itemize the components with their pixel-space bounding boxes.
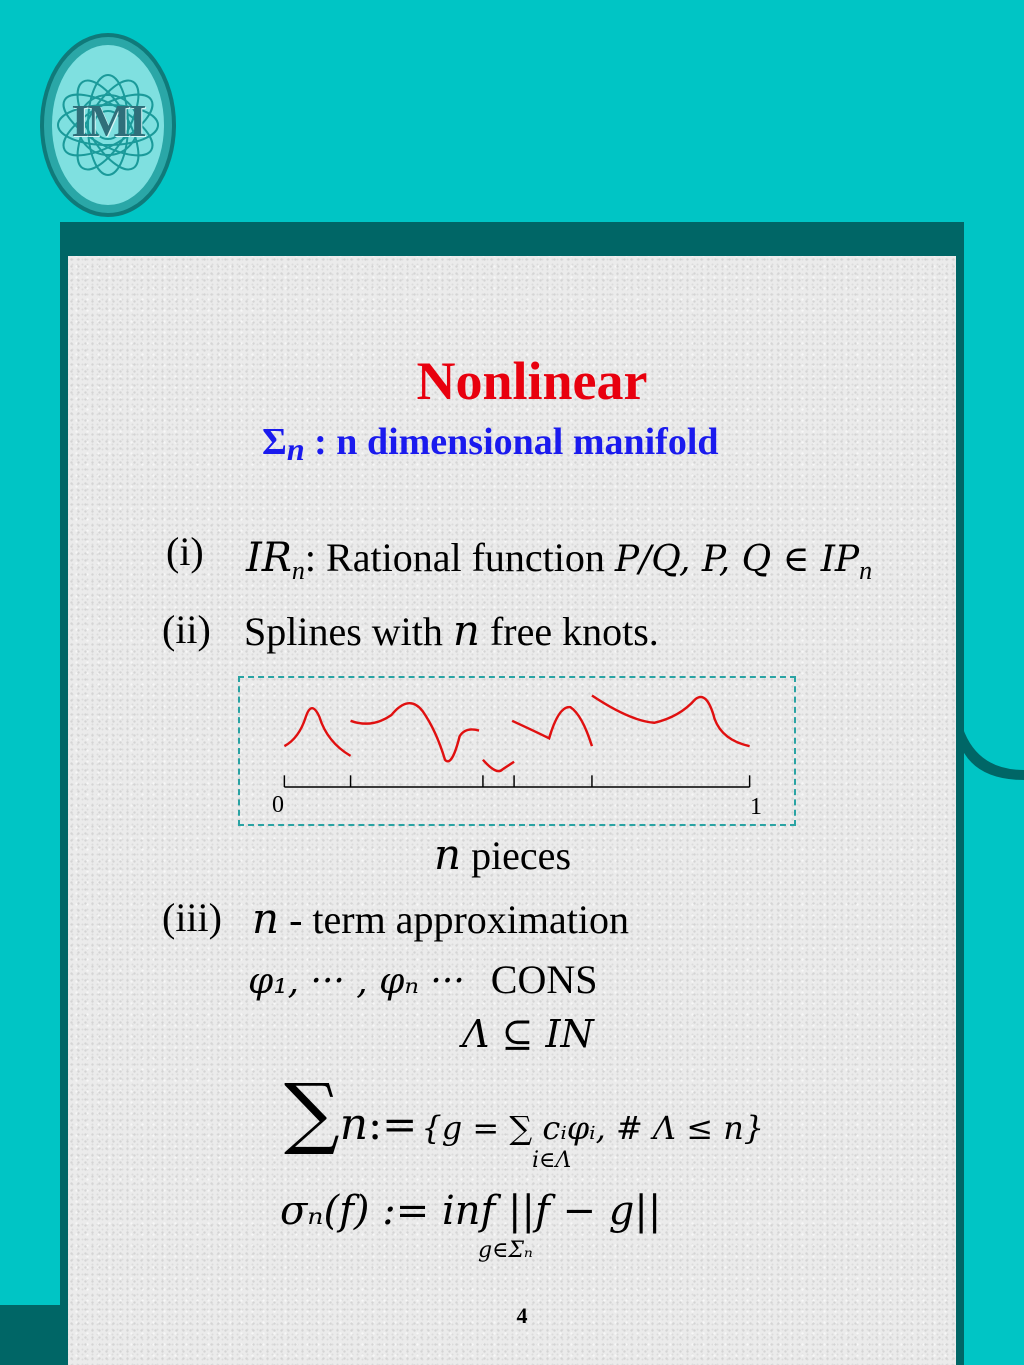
item-i-text: : Rational function <box>304 535 605 580</box>
sigma-n-assign: := <box>368 1100 418 1149</box>
item-ii-var: n <box>452 606 480 655</box>
item-iii-var: n <box>252 894 280 943</box>
item-iii-marker: (iii) <box>162 895 222 940</box>
sigma-n-symbol: ∑ <box>284 1068 340 1158</box>
sigma-n-definition <box>284 1068 764 1158</box>
axis-label-one: 1 <box>750 794 762 820</box>
item-iii-line <box>252 894 629 943</box>
logo-text: IMI <box>71 95 145 146</box>
lambda-subset: Λ ⊆ IN <box>462 1012 594 1056</box>
item-i-marker: (i) <box>166 529 204 574</box>
sigma-f-definition: σₙ(f) := inf ||f − g|| <box>280 1188 662 1234</box>
inf-index-range: g∈Σₙ <box>478 1238 533 1263</box>
cons-formula: φ₁, ··· , φₙ ··· <box>248 961 465 1002</box>
item-i-line <box>246 534 873 585</box>
item-ii-marker: (ii) <box>162 607 211 652</box>
spline-piece-4 <box>512 707 592 746</box>
spline-piece-1 <box>284 708 350 756</box>
sigma-n-subscript: n <box>339 1099 369 1150</box>
sum-index-range: i∈Λ <box>532 1148 572 1173</box>
item-ii-line <box>244 606 659 655</box>
spline-piece-2 <box>351 703 479 761</box>
item-ii-text-after: free knots. <box>489 609 659 654</box>
caption-text: pieces <box>471 833 572 878</box>
item-i-formula: P/Q, P, Q ∈ IP <box>614 539 860 580</box>
sigma-subscript: n <box>286 431 305 467</box>
item-ii-text-before: Splines with <box>244 609 443 654</box>
item-i-formula-subscript: n <box>859 556 873 585</box>
sigma-symbol: Σ <box>262 421 287 463</box>
cons-label: CONS <box>490 957 598 1002</box>
slide-subtitle <box>262 420 719 467</box>
frame-curve <box>954 680 1024 780</box>
spline-plot <box>240 678 794 824</box>
item-iii-text: - term approximation <box>289 897 629 942</box>
rational-set-subscript: n <box>291 556 305 585</box>
imi-logo <box>38 30 178 220</box>
page-number: 4 <box>516 1303 528 1328</box>
sigma-n-set: {g = ∑ cᵢφᵢ, # Λ ≤ n} <box>421 1109 765 1147</box>
spline-piece-3 <box>483 760 514 771</box>
diagram-caption <box>434 830 571 879</box>
spline-piece-5 <box>592 696 750 747</box>
axis-label-zero: 0 <box>272 792 284 818</box>
cons-line <box>248 956 597 1003</box>
slide-title: Nonlinear <box>416 351 648 411</box>
spline-diagram <box>238 676 796 826</box>
subtitle-text: : n dimensional manifold <box>314 421 719 463</box>
rational-set-symbol: IR <box>246 535 292 581</box>
caption-var: n <box>434 830 462 879</box>
